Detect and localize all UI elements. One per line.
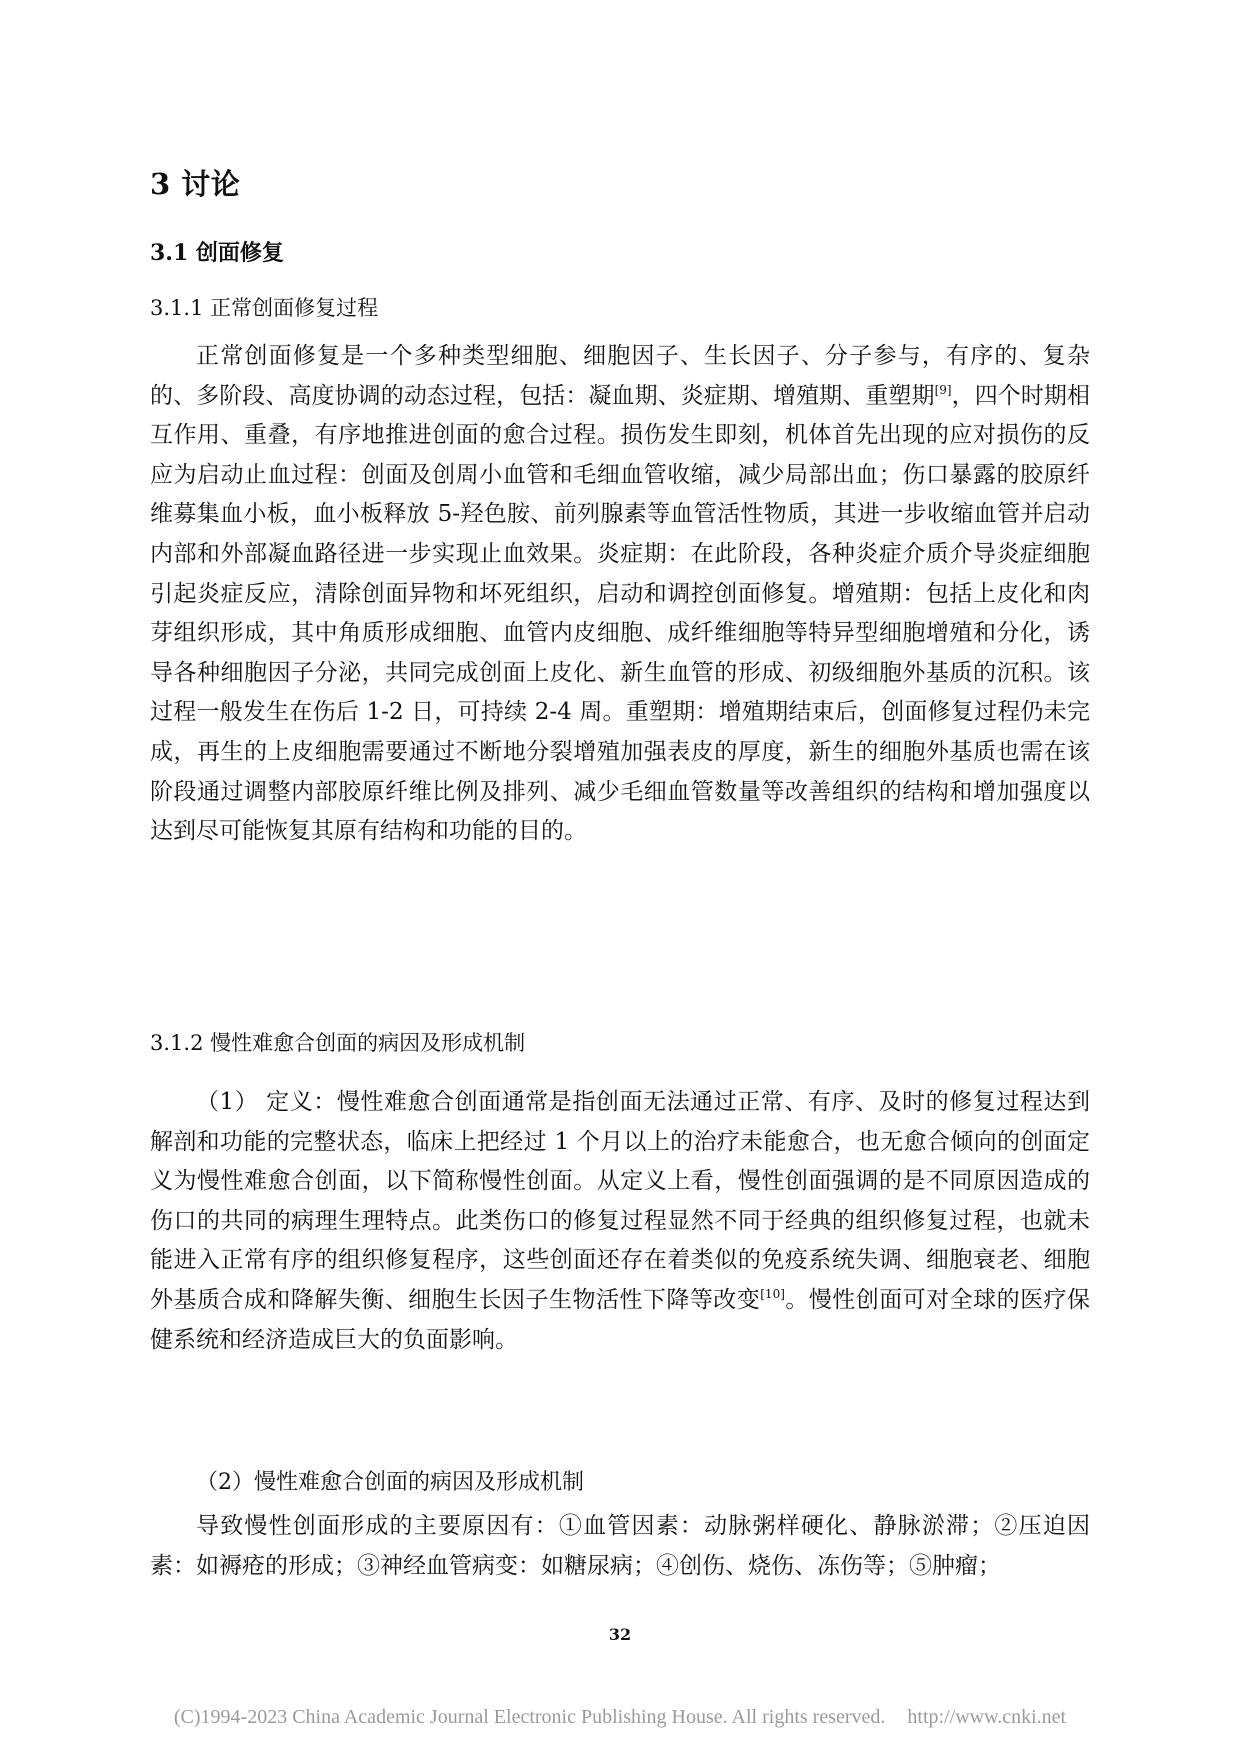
section-heading: 3 讨论 xyxy=(150,167,241,201)
copyright-text: (C)1994-2023 China Academic Journal Electronic Publishing House. All rights reserved. xyxy=(173,1706,886,1728)
paragraph-text: ，四个时期相互作用、重叠，有序地推进创面的愈合过程。损伤发生即刻，机体首先出现的应对损伤的反应为启动止血过程：创面及创周小血管和毛细血管收缩，减少局部出血；伤口暴露的胶原纤维募集血小板，血小板释放 5-羟色胺、前列腺素等血管活性物质，其进一步收缩血管并启动内部和外部凝血路径进一步实现止血效果。炎症期：在此阶段，各种炎症介质介导炎症细胞引起炎症反应，清除创面异物和坏死组织，启动和调控创面修复。增殖期：包括上皮化和肉芽组织形成，其中角质形成细胞、血管内皮细胞、成纤维细胞等特异型细胞增殖和分化，诱导各种细胞因子分泌，共同完成创面上皮化、新生血管的形成、初级细胞外基质的沉积。该过程一般发生在伤后 1-2 日，可持续 2-4 周。重塑期：增殖期结束后，创面修复过程仍未完成，再生的上皮细胞需要通过不断地分裂增殖加强表皮的厚度，新生的细胞外基质也需在该阶段通过调整内部胶原纤维比例及排列、减少毛细血管数量等改善组织的结构和增加强度以达到尽可能恢复其原有结构和功能的目的。 xyxy=(150,382,1091,845)
paragraph-definition xyxy=(150,1083,1090,1360)
item-heading-etiology: （2）慢性难愈合创面的病因及形成机制 xyxy=(196,1470,584,1495)
subsection-heading: 3.1 创面修复 xyxy=(150,240,284,266)
citation-ref: [9] xyxy=(934,382,952,397)
paragraph-text: 正常创面修复是一个多种类型细胞、细胞因子、生长因子、分子参与，有序的、复杂的、多阶段、高度协调的动态过程，包括：凝血期、炎症期、增殖期、重塑期 xyxy=(150,343,1090,409)
subsubsection-heading-chronic-wound: 3.1.2 慢性难愈合创面的病因及形成机制 xyxy=(150,1031,526,1055)
paragraph-text: （1） 定义：慢性难愈合创面通常是指创面无法通过正常、有序、及时的修复过程达到解剖和功能的完整状态，临床上把经过 1 个月以上的治疗未能愈合，也无愈合倾向的创面定义为慢性难愈合创面，以下简称慢性创面。从定义上看，慢性创面强调的是不同原因造成的伤口的共同的病理生理特点。此类伤口的修复过程显然不同于经典的组织修复过程，也就未能进入正常有序的组织修复程序，这些创面还存在着类似的免疫系统失调、细胞衰老、细胞外基质合成和降解失衡、细胞生长因子生物活性下降等改变 xyxy=(150,1089,1090,1313)
paragraph-text: 。慢性创面可对全球的医疗保健系统和经济造成巨大的负面影响。 xyxy=(150,1286,1091,1353)
subsubsection-heading-normal-repair: 3.1.1 正常创面修复过程 xyxy=(150,296,379,320)
page-number: 32 xyxy=(608,1625,632,1644)
paragraph-normal-repair xyxy=(150,337,1090,852)
footer-url: http://www.cnki.net xyxy=(907,1706,1067,1728)
paragraph-causes: 导致慢性创面形成的主要原因有：①血管因素：动脉粥样硬化、静脉淤滞；②压迫因素：如褥疮的形成；③神经血管病变：如糖尿病；④创伤、烧伤、冻伤等；⑤肿瘤； xyxy=(150,1513,1090,1579)
citation-ref: [10] xyxy=(760,1286,785,1301)
copyright-footer xyxy=(0,1706,1240,1729)
